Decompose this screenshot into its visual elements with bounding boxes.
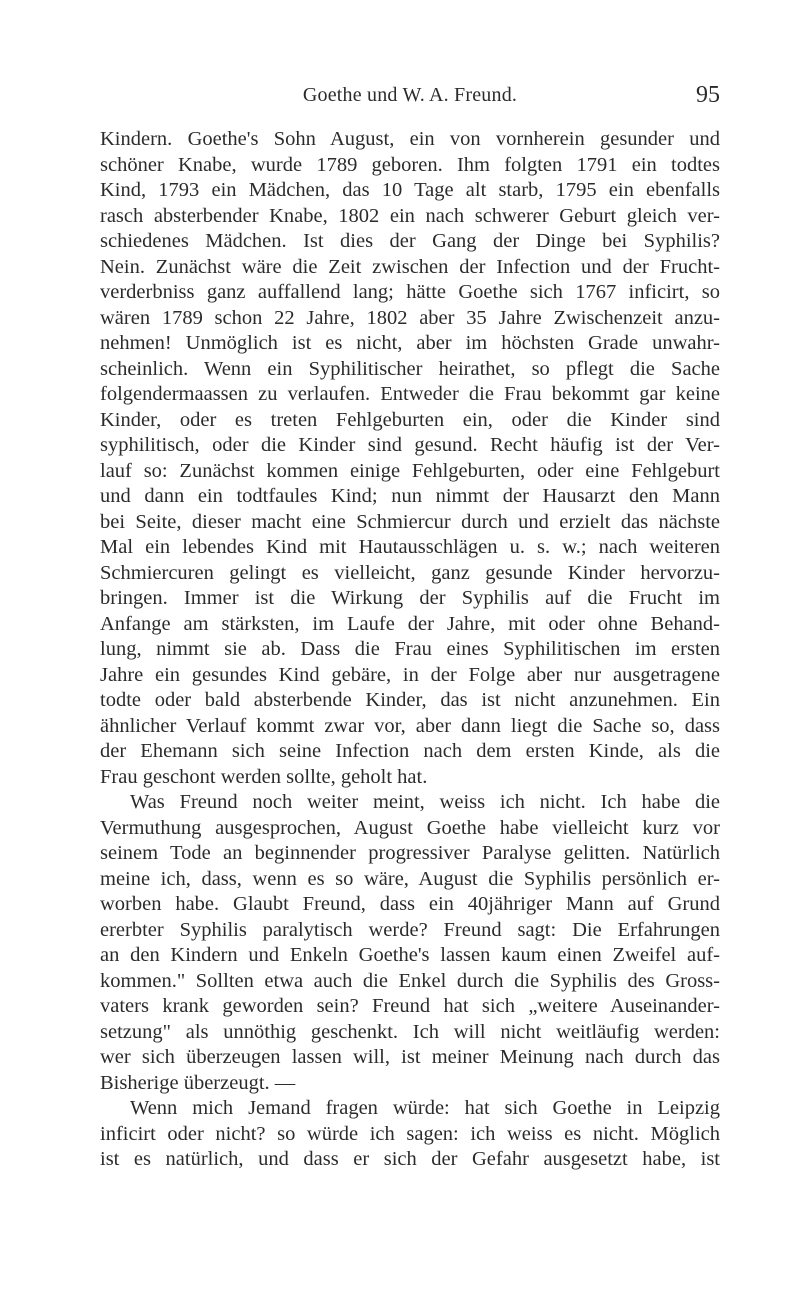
text-line: setzung" als unnöthig geschenkt. Ich will nicht weitläufig werden:: [100, 1020, 720, 1043]
text-line: vaters krank geworden sein? Freund hat sich „weitere Auseinander-: [100, 995, 720, 1017]
text-line: Kinder, oder es treten Fehlgeburten ein, oder die Kinder sind: [100, 408, 720, 431]
text-line: Mal ein lebendes Kind mit Hautausschlägen u. s. w.; nach weiteren: [100, 536, 720, 558]
text-line: inficirt oder nicht? so würde ich sagen: ich weiss es nicht. Möglich: [100, 1122, 720, 1145]
text-line: Bisherige überzeugt. —: [100, 1071, 296, 1094]
text-line: ererbter Syphilis paralytisch werde? Freund sagt: Die Erfahrungen: [100, 918, 720, 941]
running-title: Goethe und W. A. Freund.: [302, 84, 518, 106]
text-line: Wenn mich Jemand fragen würde: hat sich Goethe in Leipzig: [130, 1097, 720, 1119]
text-line: schöner Knabe, wurde 1789 geboren. Ihm folgten 1791 ein todtes: [100, 153, 720, 176]
text-line: folgendermaassen zu verlaufen. Entweder die Frau bekommt gar keine: [100, 383, 720, 405]
text-line: an den Kindern und Enkeln Goethe's lassen kaum einen Zweifel auf-: [100, 944, 720, 966]
text-line: worben habe. Glaubt Freund, dass ein 40jähriger Mann auf Grund: [100, 893, 720, 915]
text-line: wer sich überzeugen lassen will, ist meiner Meinung nach durch das: [100, 1046, 720, 1068]
text-line: Frau geschont werden sollte, geholt hat.: [100, 765, 428, 788]
text-line: Kind, 1793 ein Mädchen, das 10 Tage alt starb, 1795 ein ebenfalls: [100, 179, 720, 201]
text-line: ähnlicher Verlauf kommt zwar vor, aber dann liegt die Sache so, dass: [100, 714, 720, 737]
text-line: ist es natürlich, und dass er sich der Gefahr ausgesetzt habe, ist: [100, 1148, 720, 1170]
text-line: der Ehemann sich seine Infection nach dem ersten Kinde, als die: [100, 740, 720, 762]
body-text: [100, 127, 720, 1173]
text-line: Vermuthung ausgesprochen, August Goethe habe vielleicht kurz vor: [100, 816, 720, 839]
page-number: 95: [696, 82, 720, 108]
text-line: seinem Tode an beginnender progressiver Paralyse gelitten. Natürlich: [100, 842, 720, 864]
text-line: bei Seite, dieser macht eine Schmiercur durch und erzielt das nächste: [100, 510, 720, 533]
text-line: verderbniss ganz auffallend lang; hätte Goethe sich 1767 inficirt, so: [100, 281, 720, 303]
text-line: Anfange am stärksten, im Laufe der Jahre, mit oder ohne Behand-: [100, 612, 720, 635]
text-line: todte oder bald absterbende Kinder, das ist nicht anzunehmen. Ein: [100, 689, 720, 711]
text-line: meine ich, dass, wenn es so wäre, August die Syphilis persönlich er-: [100, 867, 720, 890]
text-line: syphilitisch, oder die Kinder sind gesund. Recht häufig ist der Ver-: [100, 434, 720, 456]
text-line: nehmen! Unmöglich ist es nicht, aber im höchsten Grade unwahr-: [100, 332, 720, 354]
text-line: Jahre ein gesundes Kind gebäre, in der Folge aber nur ausgetragene: [100, 663, 720, 686]
text-line: bringen. Immer ist die Wirkung der Syphilis auf die Frucht im: [100, 587, 720, 609]
text-line: Kindern. Goethe's Sohn August, ein von vornherein gesunder und: [100, 128, 720, 150]
text-line: und dann ein todtfaules Kind; nun nimmt der Hausarzt den Mann: [100, 485, 720, 507]
text-line: wären 1789 schon 22 Jahre, 1802 aber 35 Jahre Zwischenzeit anzu-: [100, 306, 720, 329]
text-line: Schmiercuren gelingt es vielleicht, ganz gesunde Kinder hervorzu-: [100, 561, 720, 584]
text-line: Was Freund noch weiter meint, weiss ich nicht. Ich habe die: [130, 791, 720, 813]
text-line: rasch absterbender Knabe, 1802 ein nach schwerer Geburt gleich ver-: [100, 204, 720, 227]
text-line: kommen." Sollten etwa auch die Enkel durch die Syphilis des Gross-: [100, 969, 720, 992]
text-line: Nein. Zunächst wäre die Zeit zwischen der Infection und der Frucht-: [100, 255, 720, 278]
text-line: scheinlich. Wenn ein Syphilitischer heirathet, so pflegt die Sache: [100, 357, 720, 380]
text-line: schiedenes Mädchen. Ist dies der Gang der Dinge bei Syphilis?: [100, 230, 720, 252]
text-line: lauf so: Zunächst kommen einige Fehlgeburten, oder eine Fehlgeburt: [100, 459, 720, 482]
text-line: lung, nimmt sie ab. Dass die Frau eines Syphilitischen im ersten: [100, 638, 720, 660]
running-head: [100, 84, 720, 110]
